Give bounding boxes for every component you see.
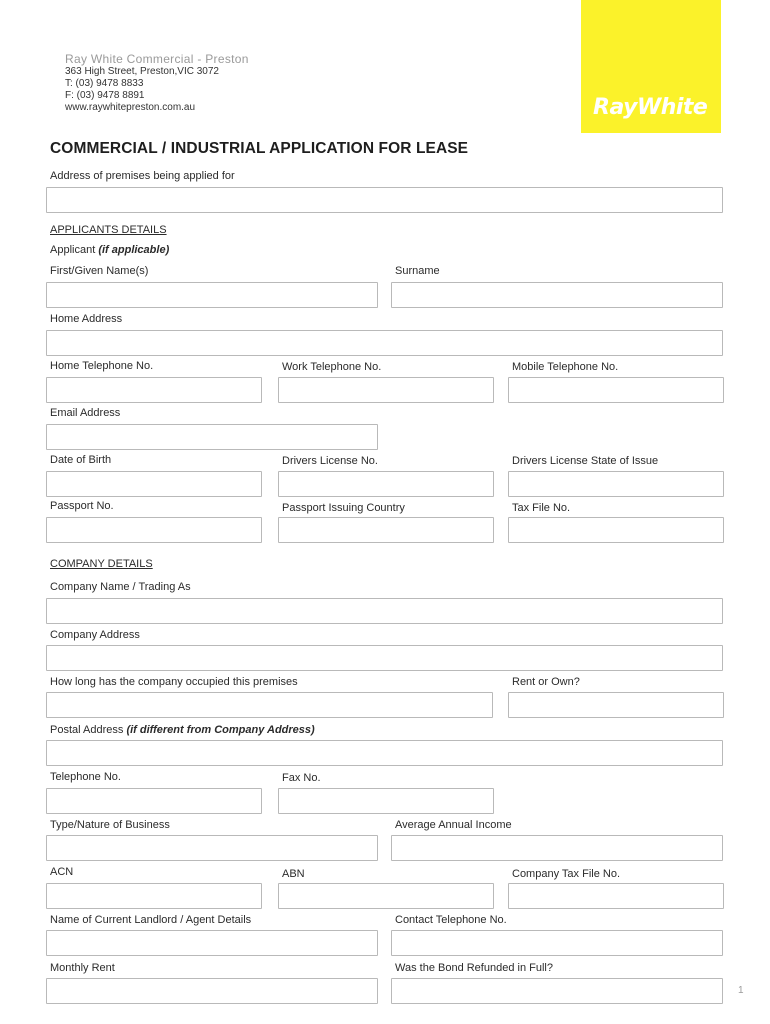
postal-address-field[interactable] xyxy=(46,740,723,766)
tax-file-label: Tax File No. xyxy=(512,502,571,514)
postal-address-label-text: Postal Address xyxy=(50,724,124,736)
premises-address-label: Address of premises being applied for xyxy=(50,170,235,182)
first-name-label: First/Given Name(s) xyxy=(50,265,149,277)
agency-fax: F: (03) 9478 8891 xyxy=(65,90,145,101)
company-fax-label: Fax No. xyxy=(282,772,321,784)
bond-refunded-label: Was the Bond Refunded in Full? xyxy=(395,962,553,974)
rent-own-label: Rent or Own? xyxy=(512,676,580,688)
work-phone-field[interactable] xyxy=(278,377,494,403)
company-fax-field[interactable] xyxy=(278,788,494,814)
passport-no-label: Passport No. xyxy=(50,500,114,512)
home-phone-field[interactable] xyxy=(46,377,262,403)
mobile-phone-label: Mobile Telephone No. xyxy=(512,361,619,373)
mobile-phone-field[interactable] xyxy=(508,377,724,403)
premises-address-field[interactable] xyxy=(46,187,723,213)
email-label: Email Address xyxy=(50,407,121,419)
dob-field[interactable] xyxy=(46,471,262,497)
monthly-rent-field[interactable] xyxy=(46,978,378,1004)
contact-phone-label: Contact Telephone No. xyxy=(395,914,507,926)
license-no-label: Drivers License No. xyxy=(282,455,378,467)
dob-label: Date of Birth xyxy=(50,454,112,466)
contact-phone-field[interactable] xyxy=(391,930,723,956)
logo-text: RayWhite xyxy=(593,95,708,120)
agency-website[interactable]: www.raywhitepreston.com.au xyxy=(65,102,196,113)
occupied-label: How long has the company occupied this premises xyxy=(50,676,298,688)
home-phone-label: Home Telephone No. xyxy=(50,360,154,372)
company-address-label: Company Address xyxy=(50,629,140,641)
company-address-field[interactable] xyxy=(46,645,723,671)
passport-country-label: Passport Issuing Country xyxy=(282,502,405,514)
agency-address: 363 High Street, Preston,VIC 3072 xyxy=(65,66,219,77)
business-type-label: Type/Nature of Business xyxy=(50,819,170,831)
license-state-field[interactable] xyxy=(508,471,724,497)
landlord-field[interactable] xyxy=(46,930,378,956)
company-tax-file-field[interactable] xyxy=(508,883,724,909)
work-phone-label: Work Telephone No. xyxy=(282,361,382,373)
company-section-title: COMPANY DETAILS xyxy=(50,558,153,570)
first-name-field[interactable] xyxy=(46,282,378,308)
agency-name: Ray White Commercial - Preston xyxy=(65,52,249,66)
postal-address-label xyxy=(50,724,315,736)
surname-label: Surname xyxy=(395,265,440,277)
monthly-rent-label: Monthly Rent xyxy=(50,962,115,974)
agency-phone: T: (03) 9478 8833 xyxy=(65,78,144,89)
occupied-field[interactable] xyxy=(46,692,493,718)
license-state-label: Drivers License State of Issue xyxy=(512,455,659,467)
email-field[interactable] xyxy=(46,424,378,450)
postal-address-note: (if different from Company Address) xyxy=(126,724,315,736)
landlord-label: Name of Current Landlord / Agent Details xyxy=(50,914,252,926)
rent-own-field[interactable] xyxy=(508,692,724,718)
applicant-label-text: Applicant xyxy=(50,244,96,256)
acn-label: ACN xyxy=(50,866,74,878)
bond-refunded-field[interactable] xyxy=(391,978,723,1004)
company-phone-label: Telephone No. xyxy=(50,771,121,783)
applicant-label xyxy=(50,244,169,256)
business-type-field[interactable] xyxy=(46,835,378,861)
passport-no-field[interactable] xyxy=(46,517,262,543)
annual-income-field[interactable] xyxy=(391,835,723,861)
abn-field[interactable] xyxy=(278,883,494,909)
applicants-section-title: APPLICANTS DETAILS xyxy=(50,224,167,236)
passport-country-field[interactable] xyxy=(278,517,494,543)
acn-field[interactable] xyxy=(46,883,262,909)
company-phone-field[interactable] xyxy=(46,788,262,814)
company-tax-file-label: Company Tax File No. xyxy=(512,868,621,880)
home-address-label: Home Address xyxy=(50,313,123,325)
form-title: COMMERCIAL / INDUSTRIAL APPLICATION FOR LEASE xyxy=(50,140,469,157)
license-no-field[interactable] xyxy=(278,471,494,497)
company-name-label: Company Name / Trading As xyxy=(50,581,191,593)
home-address-field[interactable] xyxy=(46,330,723,356)
ray-white-logo xyxy=(581,0,721,133)
surname-field[interactable] xyxy=(391,282,723,308)
applicant-note: (if applicable) xyxy=(98,244,170,256)
page-number: 1 xyxy=(738,985,744,996)
tax-file-field[interactable] xyxy=(508,517,724,543)
company-name-field[interactable] xyxy=(46,598,723,624)
abn-label: ABN xyxy=(282,868,305,880)
annual-income-label: Average Annual Income xyxy=(395,819,512,831)
